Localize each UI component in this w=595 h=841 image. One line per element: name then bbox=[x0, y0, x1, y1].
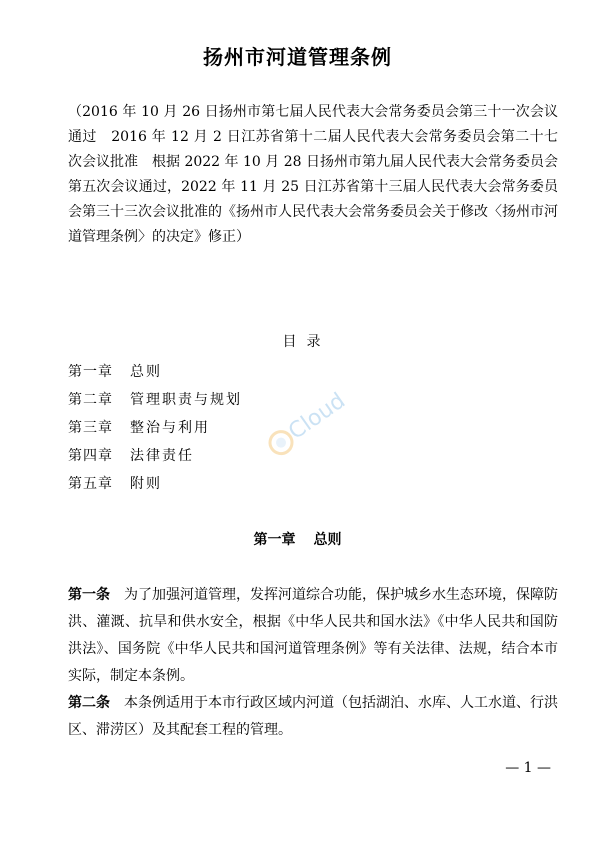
document-title: 扬州市河道管理条例 bbox=[203, 45, 392, 69]
toc-chapter-name: 整治与利用 bbox=[130, 420, 210, 436]
article-number: 第二条 bbox=[68, 695, 110, 711]
watermark-text: Cloud bbox=[284, 388, 351, 445]
article bbox=[68, 582, 558, 690]
toc-item bbox=[68, 386, 242, 414]
document-preamble: （2016 年 10 月 26 日扬州市第七届人民代表大会常务委员会第三十一次会议通过 2016 年 12 月 2 日江苏省第十二届人民代表大会常务委员会第二十七次会议批准 根据 2022 年 10 月 28 日扬州市第九届人民代表大会常务委员会第五次会议通过，2022 年 11 月 25 日江苏省第十三届人民代表大会常务委员会第三十三次会议批准的《扬州市人民代表大会常务委员会关于修改〈扬州市河道管理条例〉的决定》修正） bbox=[68, 104, 558, 245]
article-text: 为了加强河道管理，发挥河道综合功能，保护城乡水生态环境，保障防洪、灌溉、抗旱和供水安全，根据《中华人民共和国水法》《中华人民共和国防洪法》、国务院《中华人民共和国河道管理条例》等有关法律、法规，结合本市实际，制定本条例。 bbox=[68, 587, 558, 684]
chapter-heading bbox=[0, 529, 595, 549]
toc-title: 目录 bbox=[282, 334, 331, 350]
table-of-contents bbox=[68, 358, 242, 498]
article-text: 本条例适用于本市行政区域内河道（包括湖泊、水库、人工水道、行洪区、滞涝区）及其配套工程的管理。 bbox=[68, 695, 558, 738]
toc-item bbox=[68, 358, 242, 386]
toc-item bbox=[68, 470, 242, 498]
toc-chapter-name: 管理职责与规划 bbox=[130, 392, 242, 408]
article-number: 第一条 bbox=[68, 587, 110, 603]
cloud-logo-icon bbox=[258, 378, 354, 460]
articles bbox=[68, 582, 558, 744]
toc-item bbox=[68, 442, 242, 470]
toc-chapter-name: 总则 bbox=[130, 364, 162, 380]
toc-chapter-name: 附则 bbox=[130, 476, 162, 492]
cloud-watermark bbox=[258, 378, 354, 460]
page-number: — 1 — bbox=[505, 760, 551, 776]
toc-chapter-number: 第一章 bbox=[68, 364, 113, 380]
toc-chapter-number: 第五章 bbox=[68, 476, 113, 492]
toc-chapter-number: 第三章 bbox=[68, 420, 113, 436]
toc-chapter-number: 第二章 bbox=[68, 392, 113, 408]
toc-item bbox=[68, 414, 242, 442]
chapter-name: 总则 bbox=[313, 532, 342, 548]
chapter-number: 第一章 bbox=[253, 532, 296, 548]
article bbox=[68, 690, 558, 744]
toc-chapter-name: 法律责任 bbox=[130, 448, 194, 464]
toc-chapter-number: 第四章 bbox=[68, 448, 113, 464]
